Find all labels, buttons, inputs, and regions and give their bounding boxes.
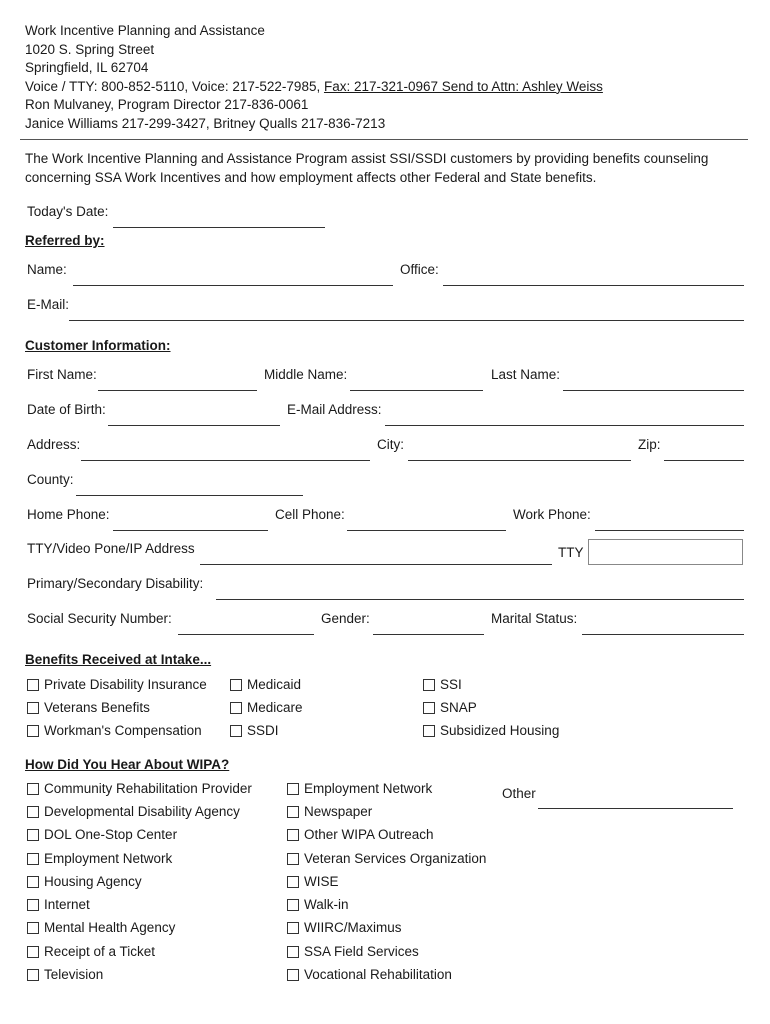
other-field[interactable] (538, 808, 733, 809)
checkbox-label: Employment Network (304, 781, 433, 796)
org-name: Work Incentive Planning and Assistance (25, 23, 265, 38)
checkbox[interactable] (287, 946, 299, 958)
source-dol-one-stop[interactable] (27, 827, 177, 842)
checkbox-label: Walk-in (304, 897, 349, 912)
cell-phone-field[interactable] (347, 530, 506, 531)
address-label: Address: (27, 437, 81, 452)
checkbox[interactable] (287, 922, 299, 934)
checkbox[interactable] (230, 679, 242, 691)
email-address-label: E-Mail Address: (287, 402, 382, 417)
fax-text: Fax: 217-321-0967 Send to Attn: Ashley Weiss (323, 78, 603, 94)
benefit-workmans-comp[interactable] (27, 723, 202, 738)
phones-text: Voice / TTY: 800-852-5110, Voice: 217-522-7985, (25, 78, 324, 94)
checkbox-label: Veteran Services Organization (304, 851, 487, 866)
checkbox-label: WISE (304, 874, 339, 889)
checkbox-label: Community Rehabilitation Provider (44, 781, 252, 796)
street-address: 1020 S. Spring Street (25, 41, 155, 57)
gender-field[interactable] (373, 634, 484, 635)
checkbox-label: Veterans Benefits (44, 700, 150, 715)
other-label: Other (502, 786, 536, 801)
todays-date-label: Today's Date: (27, 204, 109, 219)
source-television[interactable] (27, 967, 103, 982)
checkbox-label: DOL One-Stop Center (44, 827, 178, 842)
checkbox-label: Vocational Rehabilitation (304, 967, 452, 982)
customer-info-heading: Customer Information: (25, 338, 171, 353)
checkbox[interactable] (423, 702, 435, 714)
checkbox-label: SSI (440, 677, 462, 692)
benefit-veterans[interactable] (27, 700, 150, 715)
last-name-label: Last Name: (491, 367, 561, 382)
checkbox[interactable] (287, 829, 299, 841)
checkbox[interactable] (287, 969, 299, 981)
checkbox[interactable] (27, 783, 39, 795)
checkbox-label: SSDI (247, 723, 279, 738)
referrer-office-field[interactable] (443, 285, 744, 286)
referrer-email-field[interactable] (69, 320, 744, 321)
last-name-field[interactable] (563, 390, 744, 391)
referred-by-heading: Referred by: (25, 233, 105, 248)
checkbox-label: Housing Agency (44, 874, 142, 889)
source-internet[interactable] (27, 897, 90, 912)
disability-label: Primary/Secondary Disability: (27, 576, 204, 591)
checkbox[interactable] (287, 853, 299, 865)
checkbox-label: Television (44, 967, 104, 982)
checkbox-label: SSA Field Services (304, 944, 419, 959)
home-phone-label: Home Phone: (27, 507, 110, 522)
checkbox[interactable] (27, 969, 39, 981)
checkbox-label: WIIRC/Maximus (304, 920, 402, 935)
work-phone-label: Work Phone: (513, 507, 591, 522)
source-wiirc-maximus[interactable] (287, 920, 402, 935)
checkbox-label: Mental Health Agency (44, 920, 176, 935)
zip-label: Zip: (638, 437, 661, 452)
benefit-ssi[interactable] (423, 677, 462, 692)
benefit-medicaid[interactable] (230, 677, 301, 692)
checkbox-label: Other WIPA Outreach (304, 827, 434, 842)
city-label: City: (377, 437, 404, 452)
source-newspaper[interactable] (287, 804, 372, 819)
checkbox[interactable] (287, 806, 299, 818)
benefit-ssdi[interactable] (230, 723, 279, 738)
referrer-name-label: Name: (27, 262, 67, 277)
middle-name-label: Middle Name: (264, 367, 348, 382)
dob-label: Date of Birth: (27, 402, 106, 417)
cell-phone-label: Cell Phone: (275, 507, 345, 522)
middle-name-field[interactable] (350, 390, 483, 391)
county-field[interactable] (76, 495, 303, 496)
referrer-name-field[interactable] (73, 285, 393, 286)
referrer-email-label: E-Mail: (27, 297, 70, 312)
checkbox[interactable] (27, 899, 39, 911)
email-address-field[interactable] (385, 425, 744, 426)
checkbox[interactable] (27, 725, 39, 737)
source-employment-network-2[interactable] (287, 781, 432, 796)
tty-label: TTY (558, 545, 584, 560)
marital-status-label: Marital Status: (491, 611, 578, 626)
dob-field[interactable] (108, 425, 280, 426)
checkbox[interactable] (287, 783, 299, 795)
source-ticket-receipt[interactable] (27, 944, 155, 959)
source-developmental-disability[interactable] (27, 804, 240, 819)
checkbox[interactable] (27, 679, 39, 691)
source-walk-in[interactable] (287, 897, 349, 912)
checkbox-label: Medicare (247, 700, 303, 715)
source-ssa-field-services[interactable] (287, 944, 419, 959)
benefits-heading: Benefits Received at Intake... (25, 652, 212, 667)
tty-input-box[interactable] (588, 539, 743, 565)
intro-text: The Work Incentive Planning and Assistance Program assist SSI/SSDI customers by providing benefits counseling concerning SSA Work Incentives and how employment affects other Federal and State benefits. (25, 151, 709, 185)
checkbox[interactable] (287, 899, 299, 911)
checkbox-label: Newspaper (304, 804, 373, 819)
checkbox[interactable] (230, 725, 242, 737)
first-name-field[interactable] (98, 390, 257, 391)
header-divider (20, 139, 748, 140)
checkbox-label: Developmental Disability Agency (44, 804, 240, 819)
tty-video-label: TTY/Video Pone/IP Address (27, 541, 195, 556)
todays-date-field[interactable] (113, 227, 325, 228)
checkbox[interactable] (27, 829, 39, 841)
checkbox-label: Workman's Compensation (44, 723, 202, 738)
checkbox[interactable] (230, 702, 242, 714)
checkbox-label: Private Disability Insurance (44, 677, 207, 692)
home-phone-field[interactable] (113, 530, 268, 531)
checkbox-label: Subsidized Housing (440, 723, 560, 738)
checkbox-label: SNAP (440, 700, 477, 715)
checkbox-label: Employment Network (44, 851, 173, 866)
gender-label: Gender: (321, 611, 370, 626)
work-phone-field[interactable] (595, 530, 744, 531)
source-employment-network-1[interactable] (27, 851, 172, 866)
ssn-label: Social Security Number: (27, 611, 172, 626)
benefit-snap[interactable] (423, 700, 477, 715)
checkbox[interactable] (27, 806, 39, 818)
how-heard-heading: How Did You Hear About WIPA? (25, 757, 230, 772)
staff-line: Janice Williams 217-299-3427, Britney Qualls 217-836-7213 (25, 115, 386, 131)
director-line: Ron Mulvaney, Program Director 217-836-0061 (25, 97, 309, 113)
checkbox[interactable] (27, 946, 39, 958)
source-community-rehab[interactable] (27, 781, 252, 796)
city-state-zip: Springfield, IL 62704 (25, 60, 149, 76)
header-block (25, 22, 603, 134)
source-veteran-services[interactable] (287, 851, 486, 866)
checkbox[interactable] (423, 679, 435, 691)
checkbox[interactable] (423, 725, 435, 737)
referrer-office-label: Office: (400, 262, 439, 277)
source-mental-health[interactable] (27, 920, 175, 935)
checkbox[interactable] (27, 853, 39, 865)
checkbox[interactable] (27, 876, 39, 888)
city-field[interactable] (408, 460, 631, 461)
source-wise[interactable] (287, 874, 339, 889)
marital-status-field[interactable] (582, 634, 744, 635)
zip-field[interactable] (664, 460, 744, 461)
ssn-field[interactable] (178, 634, 314, 635)
source-vocational-rehab[interactable] (287, 967, 452, 982)
source-housing-agency[interactable] (27, 874, 142, 889)
phone-line (25, 78, 603, 97)
checkbox-label: Internet (44, 897, 90, 912)
county-label: County: (27, 472, 74, 487)
source-other-wipa-outreach[interactable] (287, 827, 434, 842)
disability-field[interactable] (216, 599, 744, 600)
checkbox-label: Medicaid (247, 677, 302, 692)
first-name-label: First Name: (27, 367, 97, 382)
checkbox[interactable] (287, 876, 299, 888)
address-field[interactable] (81, 460, 370, 461)
tty-video-field[interactable] (200, 564, 552, 565)
benefit-private-disability[interactable] (27, 677, 207, 692)
checkbox-label: Receipt of a Ticket (44, 944, 156, 959)
benefit-subsidized-housing[interactable] (423, 723, 559, 738)
benefit-medicare[interactable] (230, 700, 303, 715)
checkbox[interactable] (27, 702, 39, 714)
checkbox[interactable] (27, 922, 39, 934)
